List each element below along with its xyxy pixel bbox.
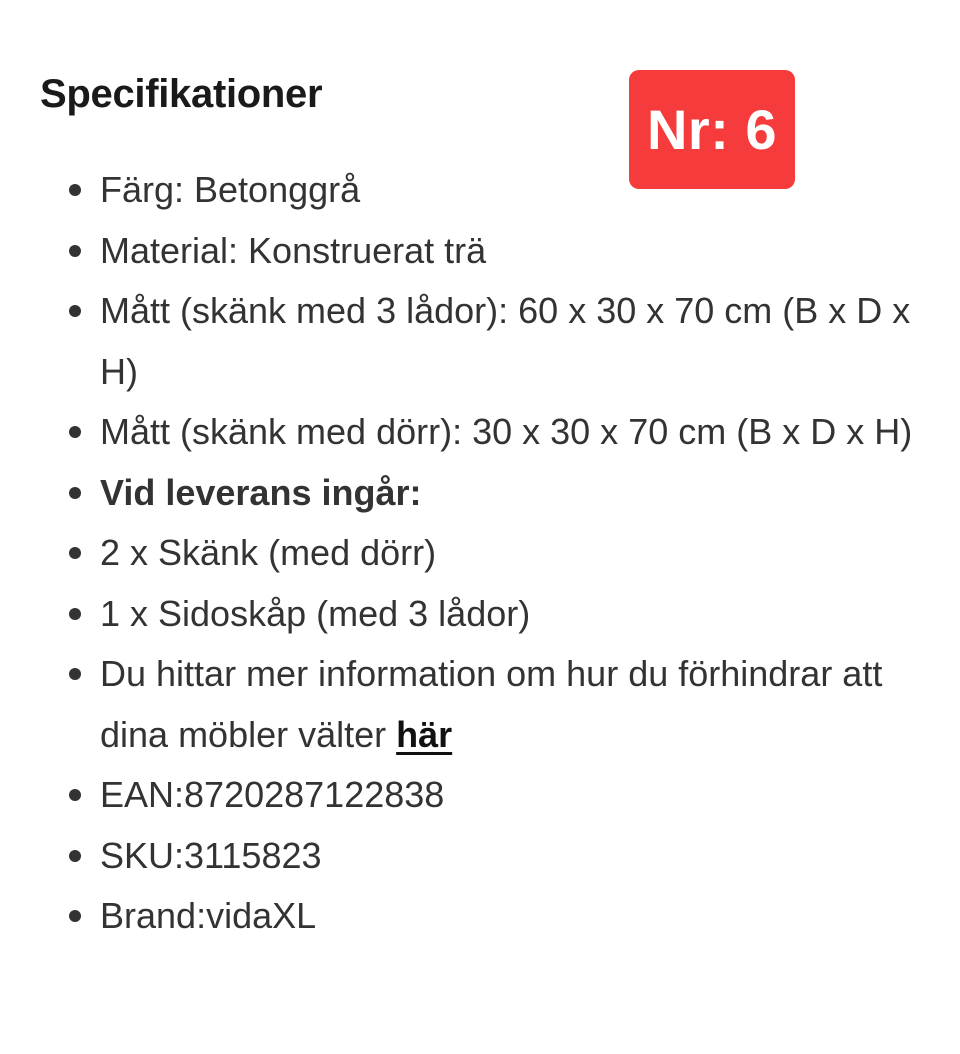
spec-delivery-item: 1 x Sidoskåp (med 3 lådor): [100, 584, 930, 645]
spec-material: Material: Konstruerat trä: [100, 221, 930, 282]
spec-info-text: Du hittar mer information om hur du förhindrar att dina möbler välter: [100, 653, 883, 755]
info-link[interactable]: här: [396, 713, 453, 755]
spec-sku: SKU:3115823: [100, 826, 930, 887]
spec-delivery-label: Vid leverans ingår:: [100, 463, 930, 524]
spec-brand: Brand:vidaXL: [100, 886, 930, 947]
spec-info: [100, 644, 930, 765]
spec-size-drawers: Mått (skänk med 3 lådor): 60 x 30 x 70 cm (B x D x H): [100, 281, 930, 402]
number-badge: Nr: 6: [629, 70, 795, 189]
spec-size-door: Mått (skänk med dörr): 30 x 30 x 70 cm (B x D x H): [100, 402, 930, 463]
specifications-heading: Specifikationer: [40, 72, 323, 116]
spec-color: Färg: Betonggrå: [100, 160, 930, 221]
spec-delivery-item: 2 x Skänk (med dörr): [100, 523, 930, 584]
spec-ean: EAN:8720287122838: [100, 765, 930, 826]
specifications-list: [100, 160, 930, 947]
